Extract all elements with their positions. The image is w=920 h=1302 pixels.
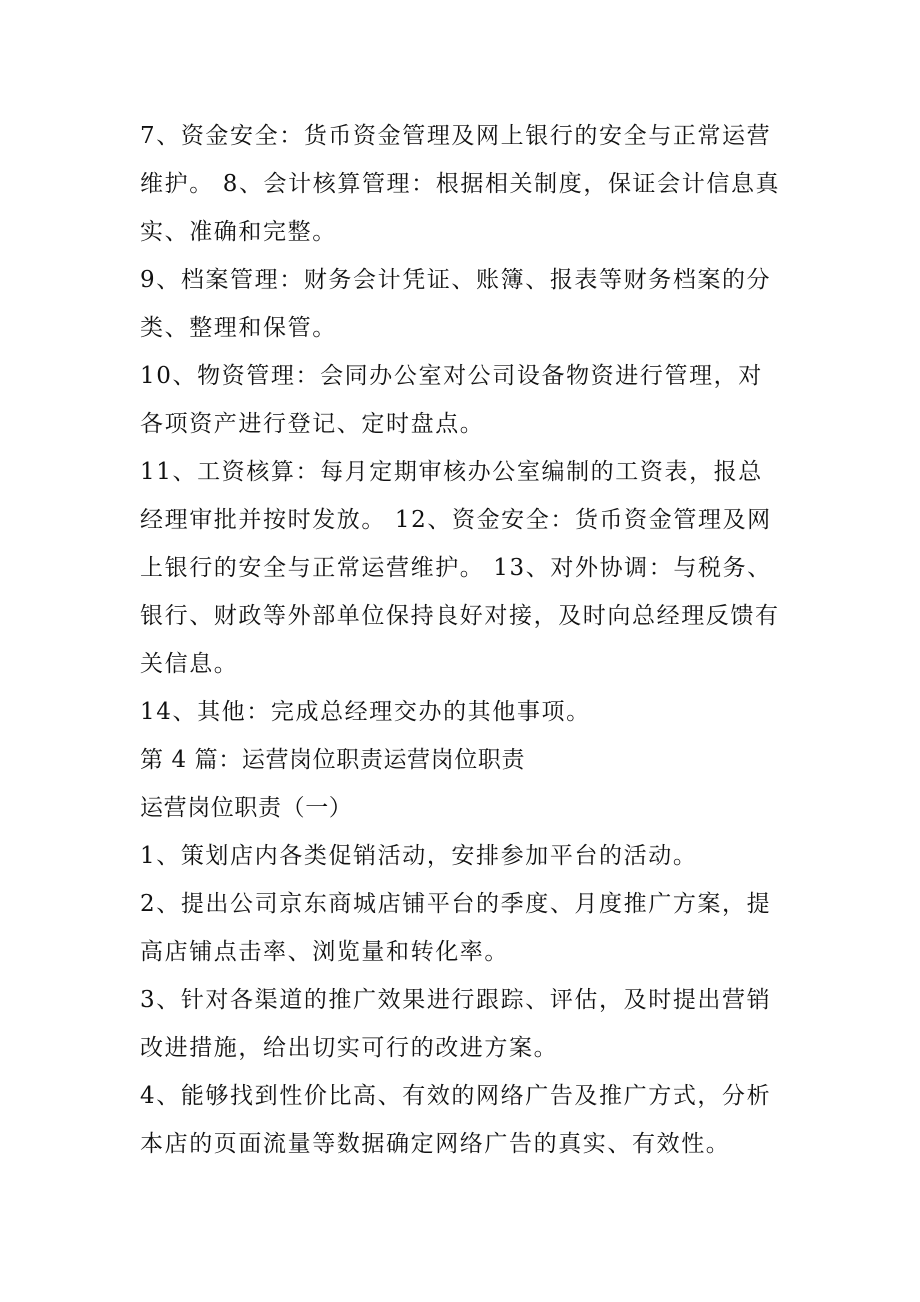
paragraph-item-10: 10、物资管理：会同办公室对公司设备物资进行管理，对各项资产进行登记、定时盘点。 (140, 363, 763, 437)
duty-item-2: 2、提出公司京东商城店铺平台的季度、月度推广方案，提高店铺点击率、浏览量和转化率。 (140, 891, 772, 965)
subsection-heading: 运营岗位职责（一） (140, 795, 353, 821)
paragraph-item-14: 14、其他：完成总经理交办的其他事项。 (140, 699, 591, 725)
section-heading: 第 4 篇：运营岗位职责运营岗位职责 (140, 747, 526, 773)
paragraph-item-7-8: 7、资金安全：货币资金管理及网上银行的安全与正常运营维护。 8、会计核算管理：根据相关制度，保证会计信息真实、准确和完整。 (140, 123, 781, 245)
duty-item-1: 1、策划店内各类促销活动，安排参加平台的活动。 (140, 843, 698, 869)
duty-item-4: 4、能够找到性价比高、有效的网络广告及推广方式，分析本店的页面流量等数据确定网络广告的真实、有效性。 (140, 1083, 772, 1157)
duty-item-3: 3、针对各渠道的推广效果进行跟踪、评估，及时提出营销改进措施，给出切实可行的改进方案。 (140, 987, 772, 1061)
paragraph-item-11-13: 11、工资核算：每月定期审核办公室编制的工资表，报总经理审批并按时发放。 12、资金安全：货币资金管理及网上银行的安全与正常运营维护。 13、对外协调：与税务、银行、财政等外部单位保持良好对接，及时向总经理反馈有关信息。 (140, 459, 780, 677)
paragraph-item-9: 9、档案管理：财务会计凭证、账簿、报表等财务档案的分类、整理和保管。 (140, 267, 772, 341)
